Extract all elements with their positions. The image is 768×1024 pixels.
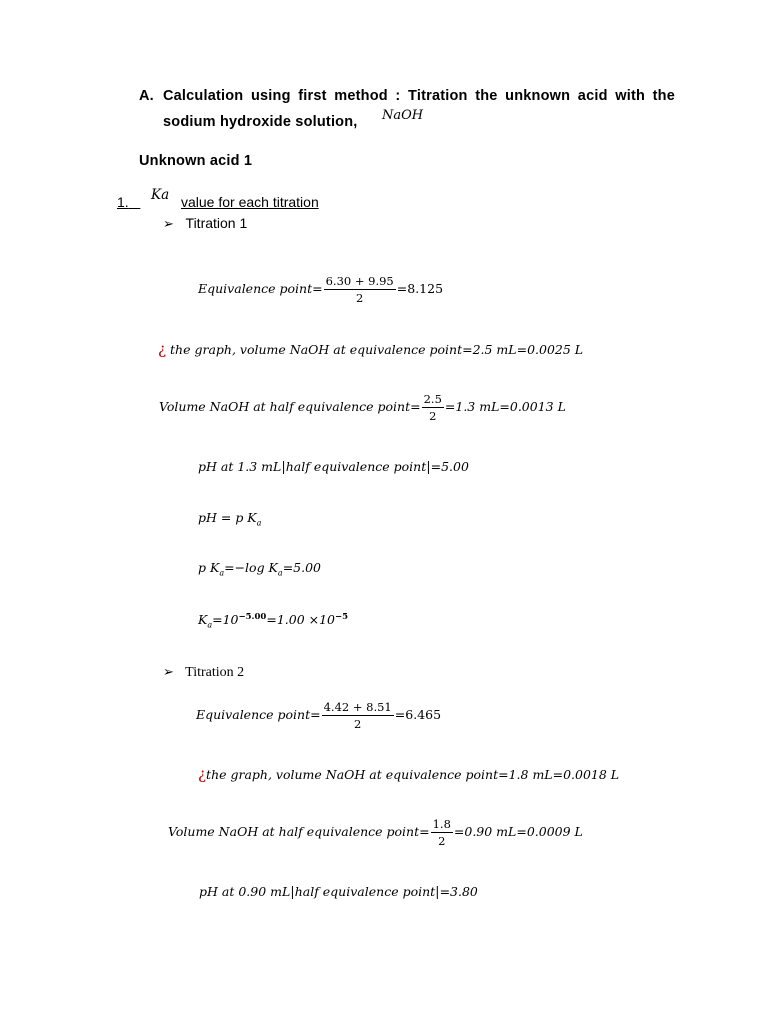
heading-marker: A. <box>139 88 154 104</box>
heading-line-1: Calculation using first method : Titration the unknown acid with the <box>163 88 675 104</box>
t2-eq-fraction: $\frac{4.42 + 8.51}{2}$ <box>323 700 392 731</box>
t1-half-result: =1.3 mL=0.0013 L <box>444 399 566 414</box>
t2-half-result: =0.90 mL=0.0009 L <box>453 824 583 839</box>
t2-ph-half: pH at 0.90 mL|half equivalence point|=3.80 <box>199 884 478 900</box>
t1-ka-value: $K_a=10^{-5.00}=1.00 \times 10^{-5}$ <box>198 612 349 630</box>
t1-half-equivalence: Volume NaOH at half equivalence point= $\frac{2.5}{2}$ =1.3 mL=0.0013 L <box>159 392 566 423</box>
unknown-acid-title: Unknown acid 1 <box>139 153 253 169</box>
titration1-label: Titration 1 <box>185 215 248 231</box>
t2-half-lhs: Volume NaOH at half equivalence point <box>168 824 420 839</box>
t1-graph-text: the graph, volume NaOH at equivalence point <box>170 342 463 357</box>
t1-half-fraction: $\frac{2.5}{2}$ <box>423 392 442 423</box>
t1-ph-result: =5.00 <box>430 459 469 474</box>
t1-ph-pka: pH = p $K_a$ <box>198 510 262 528</box>
titration2-bullet <box>163 664 244 681</box>
item-label: value for each titration <box>181 194 319 210</box>
t2-equivalence-point: Equivalence point= $\frac{4.42 + 8.51}{2}$ =6.465 <box>196 700 442 731</box>
t1-equivalence-point: Equivalence point= $\frac{6.30 + 9.95}{2}$ =8.125 <box>198 274 444 305</box>
t2-eq-result: =6.465 <box>394 707 442 722</box>
heading-naoh: NaOH <box>382 108 424 123</box>
t1-ph-pka-text: pH = p K <box>198 510 257 525</box>
titration1-bullet <box>163 215 247 232</box>
t2-ph-lhs: pH at 0.90 mL <box>199 884 291 899</box>
t1-eq-fraction: $\frac{6.30 + 9.95}{2}$ <box>325 274 394 305</box>
arrow-bullet-icon: ➢ <box>163 664 174 679</box>
t2-graph-text: the graph, volume NaOH at equivalence point <box>206 767 499 782</box>
t2-eq-lhs: Equivalence point <box>196 707 311 722</box>
t1-half-lhs: Volume NaOH at half equivalence point <box>159 399 411 414</box>
t2-graph-result: =1.8 mL=0.0018 L <box>498 767 620 782</box>
heading-line-2: sodium hydroxide solution, <box>163 114 358 130</box>
arrow-bullet-icon: ➢ <box>163 216 174 231</box>
item-number: 1. <box>117 194 129 210</box>
t1-graph-line <box>158 340 583 358</box>
titration2-label: Titration 2 <box>185 665 245 680</box>
t2-red-symbol: ¿ <box>198 765 207 783</box>
t1-eq-result: =8.125 <box>396 281 444 296</box>
t1-eq-lhs: Equivalence point <box>198 281 313 296</box>
t2-graph-line <box>198 765 619 783</box>
t1-ph-lhs: pH at 1.3 mL <box>198 459 282 474</box>
t2-ph-result: =3.80 <box>439 884 478 899</box>
t2-half-fraction: $\frac{1.8}{2}$ <box>432 817 451 848</box>
t1-ph-paren: half equivalence point <box>285 459 427 474</box>
t1-graph-result: =2.5 mL=0.0025 L <box>462 342 584 357</box>
t1-ph-half: pH at 1.3 mL|half equivalence point|=5.00 <box>198 459 469 475</box>
t2-ph-paren: half equivalence point <box>294 884 436 899</box>
t2-half-equivalence: Volume NaOH at half equivalence point= $\frac{1.8}{2}$ =0.90 mL=0.0009 L <box>168 817 583 848</box>
item-ka: Ka <box>151 187 170 203</box>
t1-pka-log: p $K_a=-\log$ $K_a=5.00$ <box>198 560 321 578</box>
t1-red-symbol: ¿ <box>158 340 167 358</box>
